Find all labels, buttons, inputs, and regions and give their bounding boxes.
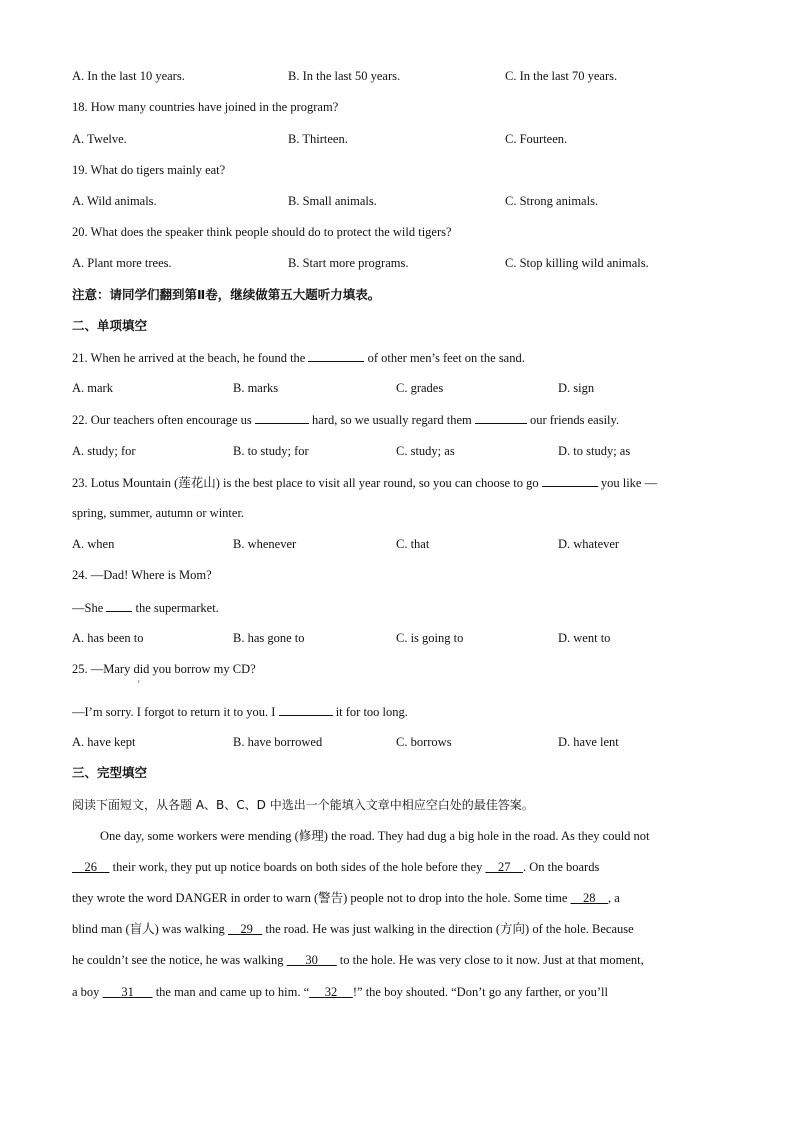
q22-text-2: hard, so we usually regard them — [312, 413, 472, 427]
blank-31: 31 — [121, 985, 134, 999]
q17-option-a: A. In the last 10 years. — [72, 69, 185, 83]
q24-answer-before: —She — [72, 601, 104, 615]
q18-option-c: C. Fourteen. — [505, 132, 568, 146]
q21-blank — [308, 349, 364, 362]
q24-option-c: C. is going to — [396, 631, 464, 645]
q19-option-b: B. Small animals. — [288, 194, 377, 208]
q23-option-b: B. whenever — [233, 537, 297, 551]
q22-blank-2 — [475, 411, 527, 424]
q25-blank — [279, 703, 333, 716]
q24-answer-after: the supermarket. — [135, 601, 219, 615]
q24-option-b: B. has gone to — [233, 631, 305, 645]
q25-option-a: A. have kept — [72, 735, 136, 749]
q19-option-c: C. Strong animals. — [505, 194, 599, 208]
passage-line-4 — [72, 921, 634, 937]
q18-option-b: B. Thirteen. — [288, 132, 348, 146]
blank-32: 32 — [324, 985, 338, 999]
blank-28: 28 — [583, 891, 596, 905]
q23-text-after: you like — — [600, 476, 658, 490]
q22-blank-1 — [255, 411, 309, 424]
q22-option-b: B. to study; for — [233, 444, 309, 458]
q21-question — [72, 349, 525, 366]
q25-answer-line — [72, 703, 408, 720]
passage-line-5-text: he couldn’t see the notice, he was walking — [72, 953, 284, 967]
q25-option-b: B. have borrowed — [233, 735, 323, 749]
q21-text-after: of other men’s feet on the sand. — [367, 351, 525, 365]
q18-option-a: A. Twelve. — [72, 132, 127, 146]
q25-answer-after: it for too long. — [335, 705, 408, 719]
q25-option-d: D. have lent — [558, 735, 619, 749]
q20-option-b: B. Start more programs. — [288, 256, 409, 270]
blank-27: 27 — [497, 860, 511, 874]
q22-question — [72, 411, 619, 428]
q23-question-line-2: spring, summer, autumn or winter. — [72, 506, 245, 520]
passage-line-5-end: to the hole. He was very close to it now. Just at that moment, — [339, 953, 644, 967]
passage-line-2-text: their work, they put up notice boards on both sides of the hole before they — [112, 860, 483, 874]
passage-line-6-mid: the man and came up to him. “ — [155, 985, 310, 999]
q24-option-a: A. has been to — [72, 631, 144, 645]
passage-line-6-end: !” the boy shouted. “Don’t go any farther, or you’ll — [352, 985, 608, 999]
q23-blank — [542, 474, 598, 487]
q24-answer-line — [72, 599, 219, 616]
blank-29: 29 — [240, 922, 253, 936]
q24-question: 24. —Dad! Where is Mom? — [72, 568, 212, 582]
q17-option-b: B. In the last 50 years. — [288, 69, 401, 83]
q25-question: 25. —Mary did you borrow my CD? — [72, 662, 256, 676]
passage-line-2 — [72, 859, 599, 875]
section-2-title: 二、单项填空 — [72, 318, 148, 333]
q23-option-d: D. whatever — [558, 537, 620, 551]
passage-line-4-text: blind man (盲人) was walking — [72, 922, 225, 936]
passage-line-4-end: the road. He was just walking in the direction (方向) of the hole. Because — [265, 922, 634, 936]
q23-option-a: A. when — [72, 537, 115, 551]
section-3-instruction: 阅读下面短文，从各题 A、B、C、D 中选出一个能填入文章中相应空白处的最佳答案。 — [72, 798, 534, 812]
q18-question: 18. How many countries have joined in the program? — [72, 100, 339, 114]
passage-line-1: One day, some workers were mending (修理) the road. They had dug a big hole in the road. As they could not — [100, 829, 650, 843]
q21-option-d: D. sign — [558, 381, 595, 395]
passage-line-6 — [72, 984, 608, 1000]
passage-line-5 — [72, 952, 644, 968]
q21-option-c: C. grades — [396, 381, 444, 395]
q23-question — [72, 474, 657, 491]
q24-option-d: D. went to — [558, 631, 611, 645]
q19-question: 19. What do tigers mainly eat? — [72, 163, 226, 177]
passage-line-2-end: . On the boards — [522, 860, 600, 874]
q22-option-c: C. study; as — [396, 444, 455, 458]
passage-line-3 — [72, 890, 620, 906]
q22-text-3: our friends easily. — [529, 413, 620, 427]
q20-option-a: A. Plant more trees. — [72, 256, 172, 270]
section-3-title: 三、完型填空 — [72, 765, 148, 780]
q25-option-c: C. borrows — [396, 735, 452, 749]
q20-option-c: C. Stop killing wild animals. — [505, 256, 649, 270]
q24-blank — [106, 599, 132, 612]
q23-option-c: C. that — [396, 537, 430, 551]
blank-26: 26 — [84, 860, 97, 874]
q17-option-c: C. In the last 70 years. — [505, 69, 618, 83]
q25-comma-mark: ' — [138, 679, 140, 689]
q21-option-b: B. marks — [233, 381, 279, 395]
q25-answer-before: —I’m sorry. I forgot to return it to you. I — [72, 705, 276, 719]
q21-option-a: A. mark — [72, 381, 113, 395]
q19-option-a: A. Wild animals. — [72, 194, 157, 208]
q22-text-1: 22. Our teachers often encourage us — [72, 413, 252, 427]
passage-line-3-end: , a — [608, 891, 620, 905]
q22-option-d: D. to study; as — [558, 444, 631, 458]
q20-question: 20. What does the speaker think people should do to protect the wild tigers? — [72, 225, 452, 239]
notice-text: 注意：请同学们翻到第Ⅱ卷，继续做第五大题听力填表。 — [72, 287, 381, 302]
passage-line-6-text: a boy — [72, 985, 100, 999]
q23-text-before: 23. Lotus Mountain (莲花山) is the best place to visit all year round, so you can choose to go — [72, 476, 539, 490]
blank-30: 30 — [305, 953, 318, 967]
q22-option-a: A. study; for — [72, 444, 136, 458]
passage-line-3-text: they wrote the word DANGER in order to warn (警告) people not to drop into the hole. Some time — [72, 891, 568, 905]
q21-text-before: 21. When he arrived at the beach, he found the — [72, 351, 306, 365]
